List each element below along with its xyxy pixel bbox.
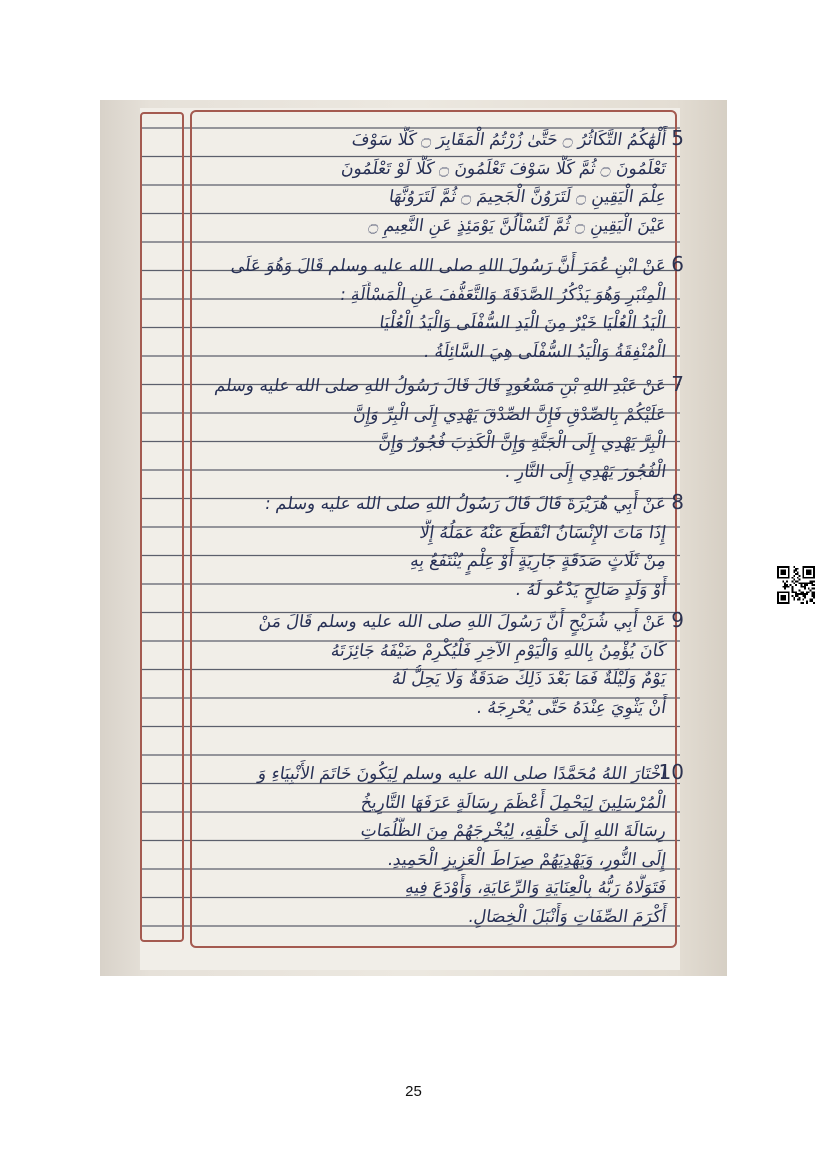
left-margin-box <box>140 112 184 942</box>
qr-code-icon <box>777 566 815 604</box>
entry-line: كَانَ يُؤْمِنُ بِاللهِ وَالْيَوْمِ الآخِرِ فَلْيُكْرِمْ ضَيْفَهُ جَائِزَتَهُ <box>329 640 668 661</box>
entry-number: 7 <box>671 372 684 396</box>
entry-line: مِنْ ثَلَاثٍ صَدَقَةٍ جَارِيَةٍ أَوْ عِلْمٍ يُنْتَفَعُ بِهِ <box>409 551 668 571</box>
notebook-page <box>140 108 684 970</box>
entry-number: 10 <box>658 760 684 784</box>
entry-line: أَوْ وَلَدٍ صَالِحٍ يَدْعُو لَهُ . <box>514 579 668 600</box>
entry-7 <box>210 372 684 486</box>
entry-line: عِلْمَ الْيَقِينِ ۝ لَتَرَوُنَّ الْجَحِيمَ ۝ ثُمَّ لَتَرَوُنَّهَا <box>387 187 668 207</box>
entry-line: الْمُنْفِقَةُ وَالْيَدُ السُّفْلَى هِيَ السَّائِلَةُ . <box>422 341 668 362</box>
entry-line: الْمِنْبَرِ وَهُوَ يَذْكُرُ الصَّدَقَةَ وَالتَّعَفُّفَ عَنِ الْمَسْأَلَةِ : <box>338 284 668 305</box>
entry-line: عَنْ أَبِي شُرَيْحٍ أَنَّ رَسُولَ اللهِ صلى الله عليه وسلم قَالَ مَنْ <box>257 612 668 632</box>
entry-8 <box>210 490 684 604</box>
entry-5 <box>210 126 684 240</box>
entry-line: إِذَا مَاتَ الإِنْسَانُ انْقَطَعَ عَنْهُ عَمَلُهُ إِلَّا <box>418 522 668 543</box>
entry-line: الْفُجُورَ يَهْدِي إِلَى النَّارِ . <box>503 461 668 482</box>
entry-line: عَلَيْكُمْ بِالصِّدْقِ فَإِنَّ الصِّدْقَ يَهْدِي إِلَى الْبِرِّ وَإِنَّ <box>352 404 668 425</box>
entry-line: الْبِرَّ يَهْدِي إِلَى الْجَنَّةِ وَإِنَّ الْكَذِبَ فُجُورٌ وَإِنَّ <box>377 433 668 453</box>
entry-line: الْمُرْسَلِينَ لِيَحْمِلَ أَعْظَمَ رِسَالَةٍ عَرَفَهَا التَّارِيخُ <box>359 792 668 813</box>
entry-line: عَيْنَ الْيَقِينِ ۝ ثُمَّ لَتُسْأَلُنَّ يَوْمَئِذٍ عَنِ النَّعِيمِ ۝ <box>367 215 668 236</box>
entry-10 <box>210 760 684 931</box>
entry-line: الْيَدُ الْعُلْيَا خَيْرٌ مِنَ الْيَدِ السُّفْلَى وَالْيَدُ الْعُلْيَا <box>378 313 668 333</box>
entry-number: 6 <box>671 252 684 276</box>
entry-line: أَنْ يَثْوِيَ عِنْدَهُ حَتَّى يُحْرِجَهُ . <box>475 697 668 718</box>
entry-number: 9 <box>671 608 684 632</box>
entry-line: أَكْرَمَ الصِّفَاتِ وَأَنْبَلَ الْخِصَالِ. <box>467 906 668 927</box>
entry-number: 5 <box>671 126 684 150</box>
page-number: 25 <box>405 1083 422 1100</box>
entry-line: أَلْهَٰكُمُ التَّكَاثُرُ ۝ حَتَّىٰ زُرْتُمُ الْمَقَابِرَ ۝ كَلَّا سَوْفَ <box>350 130 668 150</box>
entry-line: تَعْلَمُونَ ۝ ثُمَّ كَلَّا سَوْفَ تَعْلَمُونَ ۝ كَلَّا لَوْ تَعْلَمُونَ <box>339 158 668 179</box>
notebook-photo <box>100 100 727 976</box>
entry-9 <box>210 608 684 722</box>
entry-line: فَتَوَلَّاهُ رَبُّهُ بِالْعِنَايَةِ وَالرِّعَايَةِ، وَأَوْدَعَ فِيهِ <box>404 878 668 898</box>
entry-line: عَنْ عَبْدِ اللهِ بْنِ مَسْعُودٍ قَالَ قَالَ رَسُولُ اللهِ صلى الله عليه وسلم <box>213 376 668 396</box>
entry-line: رِسَالَةَ اللهِ إِلَى خَلْقِهِ، لِيُخْرِجَهُمْ مِنَ الظُّلُمَاتِ <box>359 821 668 841</box>
entry-6 <box>210 252 684 366</box>
entry-line: عَنْ أَبِي هُرَيْرَةَ قَالَ قَالَ رَسُولُ اللهِ صلى الله عليه وسلم : <box>263 494 668 514</box>
entry-line: إِلَى النُّورِ، وَيَهْدِيَهُمْ صِرَاطَ الْعَزِيزِ الْحَمِيدِ. <box>386 849 668 870</box>
entry-line: اخْتَارَ اللهُ مُحَمَّدًا صلى الله عليه وسلم لِيَكُونَ خَاتَمَ الأَنْبِيَاءِ وَ <box>256 764 668 784</box>
entry-line: يَوْمٌ وَلَيْلَةٌ فَمَا بَعْدَ ذَلِكَ صَدَقَةٌ وَلَا يَحِلُّ لَهُ <box>390 669 668 689</box>
entry-line: عَنْ ابْنِ عُمَرَ أَنَّ رَسُولَ اللهِ صلى الله عليه وسلم قَالَ وَهُوَ عَلَى <box>229 256 668 276</box>
entry-number: 8 <box>671 490 684 514</box>
